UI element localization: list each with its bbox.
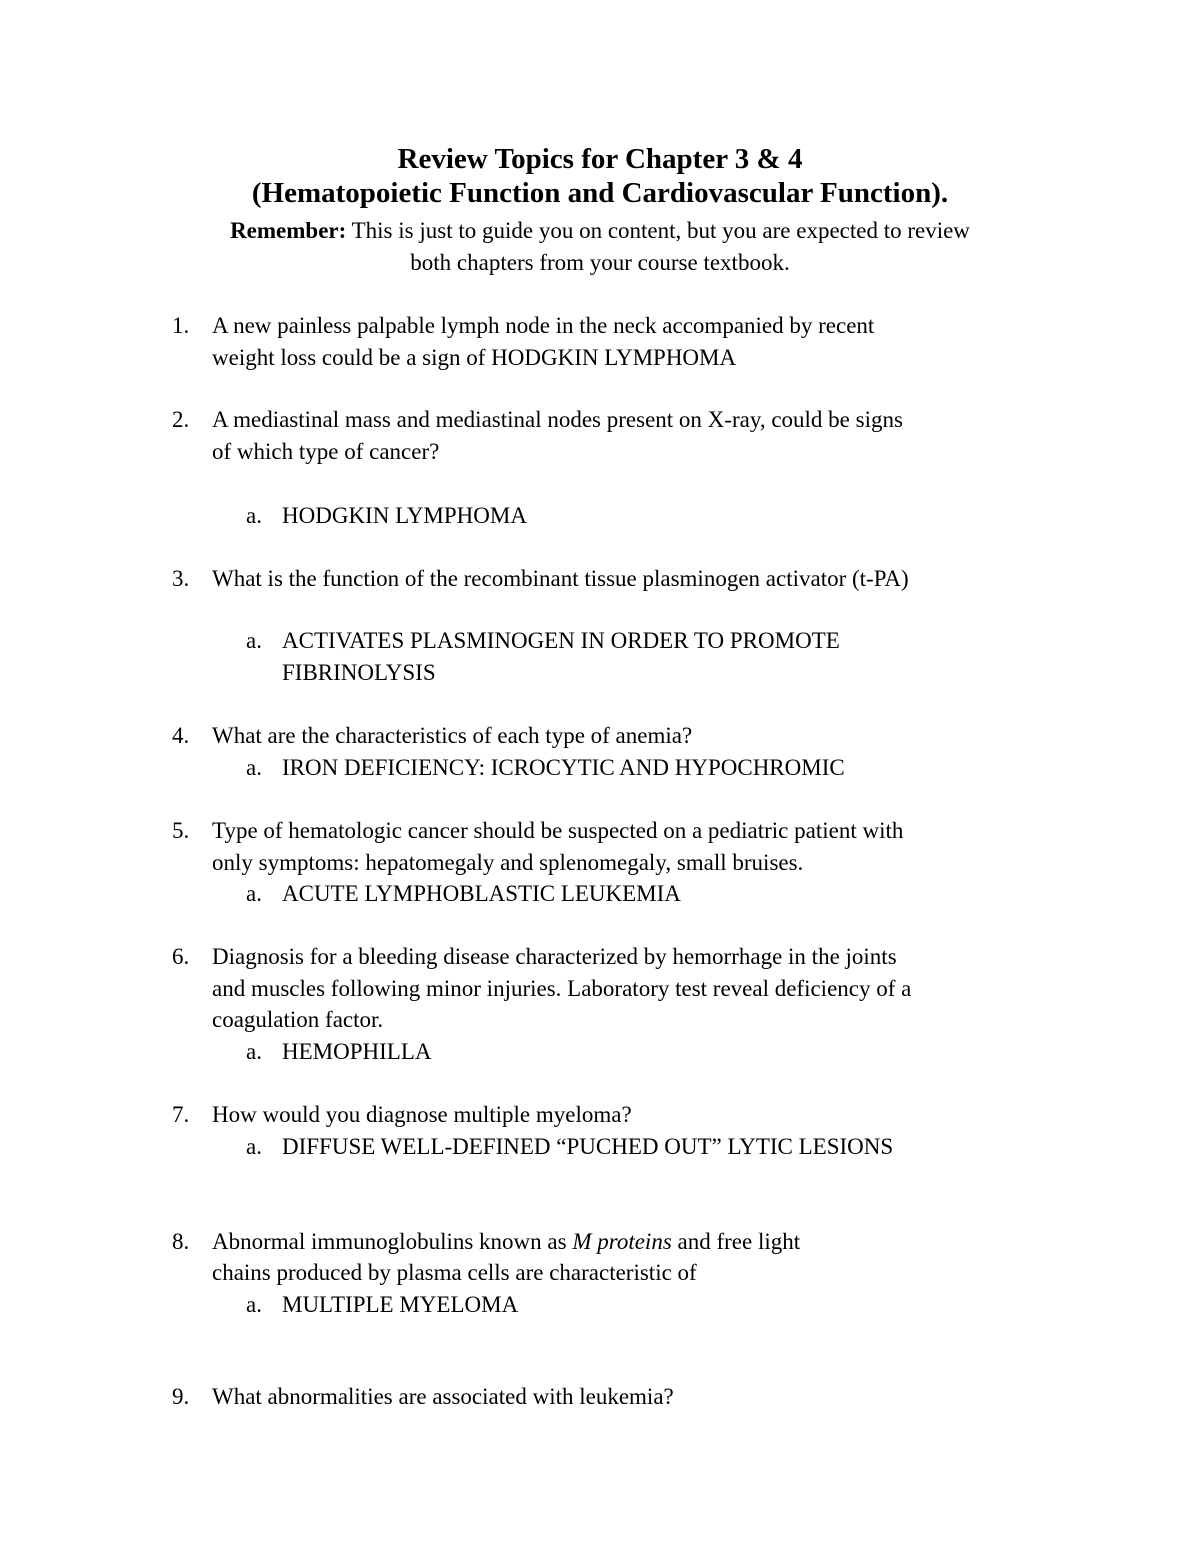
item-5-answer-label: a. — [246, 881, 262, 906]
item-8-answer: MULTIPLE MYELOMA — [282, 1292, 519, 1317]
item-9-number: 9. — [172, 1384, 190, 1409]
item-5-question-line-1: Type of hematologic cancer should be suspected on a pediatric patient with — [212, 818, 904, 843]
item-4-answer: IRON DEFICIENCY: ICROCYTIC AND HYPOCHROMIC — [282, 755, 845, 780]
item-4-number: 4. — [172, 723, 190, 748]
item-9-question-line-1: What abnormalities are associated with leukemia? — [212, 1384, 674, 1409]
remember-label: Remember: — [230, 218, 347, 243]
item-7-number: 7. — [172, 1102, 190, 1127]
item-4-answer-label: a. — [246, 755, 262, 780]
item-5-question-line-2: only symptoms: hepatomegaly and splenomegaly, small bruises. — [212, 850, 804, 875]
item-1-number: 1. — [172, 313, 190, 338]
item-6-number: 6. — [172, 944, 190, 969]
item-3-answer-line-1: ACTIVATES PLASMINOGEN IN ORDER TO PROMOTE — [282, 628, 840, 653]
item-3-answer-label: a. — [246, 628, 262, 653]
item-6-question-line-2: and muscles following minor injuries. Laboratory test reveal deficiency of a — [212, 976, 912, 1001]
remember-note — [140, 215, 1060, 279]
item-8-question-post: and free light — [671, 1229, 801, 1254]
item-6-question-line-3: coagulation factor. — [212, 1007, 384, 1032]
item-2-number: 2. — [172, 407, 190, 432]
item-7-answer: DIFFUSE WELL-DEFINED “PUCHED OUT” LYTIC LESIONS — [282, 1134, 894, 1159]
item-8-question-line-2: chains produced by plasma cells are characteristic of — [212, 1260, 697, 1285]
item-2-question-line-2: of which type of cancer? — [212, 439, 440, 464]
item-5-number: 5. — [172, 818, 190, 843]
document-title: Review Topics for Chapter 3 & 4 — [397, 143, 803, 175]
item-2-answer-label: a. — [246, 503, 262, 528]
item-6-answer: HEMOPHILLA — [282, 1039, 432, 1064]
item-6-question-line-1: Diagnosis for a bleeding disease characterized by hemorrhage in the joints — [212, 944, 897, 969]
remember-line-1 — [140, 215, 1060, 247]
remember-line-2: both chapters from your course textbook. — [410, 250, 790, 275]
item-3-number: 3. — [172, 566, 190, 591]
document-subtitle: (Hematopoietic Function and Cardiovascular Function). — [251, 177, 949, 209]
item-4-question-line-1: What are the characteristics of each type of anemia? — [212, 723, 693, 748]
item-6-answer-label: a. — [246, 1039, 262, 1064]
item-8-number: 8. — [172, 1229, 190, 1254]
item-8-answer-label: a. — [246, 1292, 262, 1317]
item-8-question-pre: Abnormal immunoglobulins known as — [212, 1229, 573, 1254]
item-3-question-line-1: What is the function of the recombinant tissue plasminogen activator (t-PA) — [212, 566, 909, 591]
remember-text-1: This is just to guide you on content, but you are expected to review — [346, 218, 970, 243]
item-2-answer: HODGKIN LYMPHOMA — [282, 503, 527, 528]
item-3-answer-line-2: FIBRINOLYSIS — [282, 660, 436, 685]
item-5-answer: ACUTE LYMPHOBLASTIC LEUKEMIA — [282, 881, 681, 906]
item-8-question-line-1 — [212, 1226, 800, 1258]
item-8-question-italic: M proteins — [572, 1229, 672, 1254]
item-2-question-line-1: A mediastinal mass and mediastinal nodes present on X-ray, could be signs — [212, 407, 903, 432]
item-7-question-line-1: How would you diagnose multiple myeloma? — [212, 1102, 632, 1127]
item-1-question-line-1: A new painless palpable lymph node in the neck accompanied by recent — [212, 313, 875, 338]
item-1-question-line-2: weight loss could be a sign of HODGKIN LYMPHOMA — [212, 345, 737, 370]
item-7-answer-label: a. — [246, 1134, 262, 1159]
